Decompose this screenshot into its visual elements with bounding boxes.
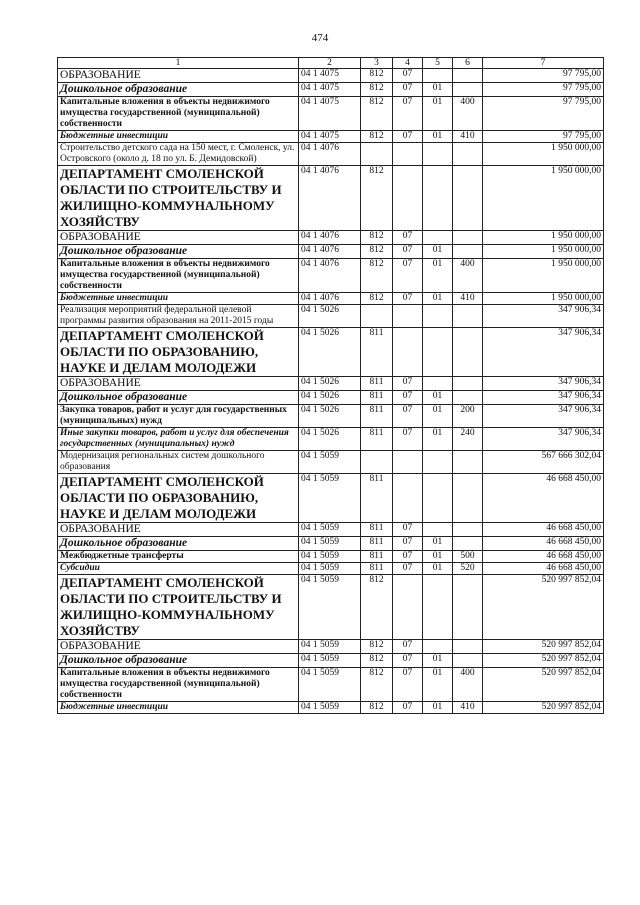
row-col-3 — [361, 305, 393, 328]
row-col-6 — [453, 83, 483, 97]
row-code: 04 1 5026 — [299, 305, 361, 328]
row-col-5: 01 — [423, 391, 453, 405]
row-col-5 — [423, 166, 453, 231]
row-col-5 — [423, 231, 453, 245]
row-col-6: 520 — [453, 563, 483, 575]
row-col-4: 07 — [393, 377, 423, 391]
row-code: 04 1 5059 — [299, 474, 361, 523]
row-name: ОБРАЗОВАНИЕ — [58, 640, 299, 654]
row-col-6 — [453, 391, 483, 405]
row-col-3: 812 — [361, 83, 393, 97]
row-amount: 1 950 000,00 — [483, 166, 604, 231]
row-amount: 97 795,00 — [483, 83, 604, 97]
row-col-6: 410 — [453, 131, 483, 143]
row-col-4: 07 — [393, 131, 423, 143]
row-amount: 520 997 852,04 — [483, 668, 604, 702]
row-col-5 — [423, 143, 453, 166]
row-col-5: 01 — [423, 428, 453, 451]
table-row — [58, 523, 604, 537]
row-col-4: 07 — [393, 654, 423, 668]
row-col-6 — [453, 640, 483, 654]
row-col-6: 410 — [453, 293, 483, 305]
row-code: 04 1 4076 — [299, 293, 361, 305]
row-col-5 — [423, 377, 453, 391]
row-amount: 97 795,00 — [483, 131, 604, 143]
row-col-4: 07 — [393, 702, 423, 714]
row-col-5 — [423, 474, 453, 523]
row-col-6: 200 — [453, 405, 483, 428]
row-col-6 — [453, 166, 483, 231]
row-col-4: 07 — [393, 83, 423, 97]
row-amount: 347 906,34 — [483, 328, 604, 377]
row-col-4: 07 — [393, 259, 423, 293]
table-row — [58, 405, 604, 428]
table-row — [58, 97, 604, 131]
row-col-3: 812 — [361, 131, 393, 143]
header-col-3: 3 — [361, 58, 393, 69]
row-col-6: 240 — [453, 428, 483, 451]
row-name: ДЕПАРТАМЕНТ СМОЛЕНСКОЙ ОБЛАСТИ ПО СТРОИТЕЛЬСТВУ И ЖИЛИЩНО-КОММУНАЛЬНОМУ ХОЗЯЙСТВУ — [58, 166, 299, 231]
row-col-6 — [453, 537, 483, 551]
table-row — [58, 451, 604, 474]
header-col-6: 6 — [453, 58, 483, 69]
row-amount: 520 997 852,04 — [483, 702, 604, 714]
budget-table — [57, 57, 604, 714]
row-name: ОБРАЗОВАНИЕ — [58, 69, 299, 83]
row-col-3: 811 — [361, 377, 393, 391]
header-col-2: 2 — [299, 58, 361, 69]
table-row — [58, 537, 604, 551]
row-col-5 — [423, 451, 453, 474]
table-row — [58, 83, 604, 97]
row-name: Иные закупки товаров, работ и услуг для обеспечения государственных (муниципальных) нужд — [58, 428, 299, 451]
row-col-5: 01 — [423, 702, 453, 714]
row-col-6: 400 — [453, 668, 483, 702]
row-col-3: 811 — [361, 328, 393, 377]
row-col-3: 812 — [361, 668, 393, 702]
row-col-6 — [453, 377, 483, 391]
row-col-4 — [393, 451, 423, 474]
table-body — [58, 69, 604, 714]
row-code: 04 1 5026 — [299, 428, 361, 451]
row-col-6 — [453, 523, 483, 537]
row-name: Дошкольное образование — [58, 654, 299, 668]
row-code: 04 1 4076 — [299, 259, 361, 293]
row-col-4 — [393, 474, 423, 523]
row-col-4 — [393, 143, 423, 166]
row-col-3: 812 — [361, 654, 393, 668]
row-col-5: 01 — [423, 551, 453, 563]
row-col-6 — [453, 245, 483, 259]
row-col-6 — [453, 305, 483, 328]
table-row — [58, 654, 604, 668]
row-col-5: 01 — [423, 83, 453, 97]
table-row — [58, 143, 604, 166]
header-row — [58, 58, 604, 69]
row-code: 04 1 5059 — [299, 702, 361, 714]
row-col-5: 01 — [423, 97, 453, 131]
row-code: 04 1 4075 — [299, 69, 361, 83]
row-amount: 1 950 000,00 — [483, 143, 604, 166]
table-row — [58, 640, 604, 654]
row-name: Дошкольное образование — [58, 537, 299, 551]
table-row — [58, 575, 604, 640]
row-amount: 347 906,34 — [483, 391, 604, 405]
row-amount: 347 906,34 — [483, 377, 604, 391]
row-code: 04 1 5026 — [299, 391, 361, 405]
row-col-4 — [393, 328, 423, 377]
row-amount: 1 950 000,00 — [483, 231, 604, 245]
row-code: 04 1 5059 — [299, 537, 361, 551]
row-col-4: 07 — [393, 563, 423, 575]
row-col-4: 07 — [393, 428, 423, 451]
row-col-3: 811 — [361, 523, 393, 537]
row-col-5: 01 — [423, 405, 453, 428]
row-col-3 — [361, 143, 393, 166]
row-col-5: 01 — [423, 654, 453, 668]
row-name: Капитальные вложения в объекты недвижимого имущества государственной (муниципальной) собственности — [58, 97, 299, 131]
row-col-3 — [361, 451, 393, 474]
row-col-6 — [453, 451, 483, 474]
row-code: 04 1 4076 — [299, 143, 361, 166]
row-amount: 97 795,00 — [483, 97, 604, 131]
row-col-4 — [393, 305, 423, 328]
row-name: Реализация мероприятий федеральной целевой программы развития образования на 2011-2015 годы — [58, 305, 299, 328]
table-row — [58, 293, 604, 305]
row-name: Бюджетные инвестиции — [58, 702, 299, 714]
row-col-3: 811 — [361, 391, 393, 405]
row-name: ДЕПАРТАМЕНТ СМОЛЕНСКОЙ ОБЛАСТИ ПО ОБРАЗОВАНИЮ, НАУКЕ И ДЕЛАМ МОЛОДЕЖИ — [58, 328, 299, 377]
row-amount: 520 997 852,04 — [483, 575, 604, 640]
row-code: 04 1 5026 — [299, 377, 361, 391]
row-amount: 520 997 852,04 — [483, 654, 604, 668]
row-col-5 — [423, 575, 453, 640]
row-name: ДЕПАРТАМЕНТ СМОЛЕНСКОЙ ОБЛАСТИ ПО ОБРАЗОВАНИЮ, НАУКЕ И ДЕЛАМ МОЛОДЕЖИ — [58, 474, 299, 523]
row-amount: 520 997 852,04 — [483, 640, 604, 654]
table-row — [58, 69, 604, 83]
row-col-3: 811 — [361, 405, 393, 428]
row-col-6: 400 — [453, 97, 483, 131]
table-row — [58, 328, 604, 377]
row-col-3: 812 — [361, 231, 393, 245]
row-col-6 — [453, 474, 483, 523]
row-amount: 1 950 000,00 — [483, 245, 604, 259]
row-col-5: 01 — [423, 668, 453, 702]
row-col-6: 410 — [453, 702, 483, 714]
row-col-3: 812 — [361, 69, 393, 83]
row-col-3: 811 — [361, 551, 393, 563]
table-row — [58, 702, 604, 714]
row-amount: 46 668 450,00 — [483, 474, 604, 523]
row-col-4: 07 — [393, 245, 423, 259]
row-code: 04 1 5059 — [299, 523, 361, 537]
row-name: Межбюджетные трансферты — [58, 551, 299, 563]
header-col-4: 4 — [393, 58, 423, 69]
row-name: ОБРАЗОВАНИЕ — [58, 231, 299, 245]
row-col-5: 01 — [423, 259, 453, 293]
row-amount: 46 668 450,00 — [483, 563, 604, 575]
row-col-4: 07 — [393, 69, 423, 83]
row-code: 04 1 5059 — [299, 640, 361, 654]
row-amount: 46 668 450,00 — [483, 523, 604, 537]
row-col-5: 01 — [423, 131, 453, 143]
row-code: 04 1 4075 — [299, 131, 361, 143]
row-col-6: 400 — [453, 259, 483, 293]
table-row — [58, 563, 604, 575]
row-col-4: 07 — [393, 97, 423, 131]
row-name: ДЕПАРТАМЕНТ СМОЛЕНСКОЙ ОБЛАСТИ ПО СТРОИТЕЛЬСТВУ И ЖИЛИЩНО-КОММУНАЛЬНОМУ ХОЗЯЙСТВУ — [58, 575, 299, 640]
row-name: Модернизация региональных систем дошкольного образования — [58, 451, 299, 474]
table-row — [58, 305, 604, 328]
row-col-3: 812 — [361, 245, 393, 259]
table-row — [58, 377, 604, 391]
row-col-5 — [423, 69, 453, 83]
row-col-5 — [423, 523, 453, 537]
table-row — [58, 259, 604, 293]
row-code: 04 1 4076 — [299, 231, 361, 245]
row-col-5 — [423, 640, 453, 654]
table-row — [58, 668, 604, 702]
row-name: Дошкольное образование — [58, 391, 299, 405]
row-col-3: 811 — [361, 428, 393, 451]
row-col-4: 07 — [393, 231, 423, 245]
row-col-6 — [453, 654, 483, 668]
header-col-1: 1 — [58, 58, 299, 69]
header-col-7: 7 — [483, 58, 604, 69]
row-col-6 — [453, 143, 483, 166]
row-col-3: 812 — [361, 166, 393, 231]
row-col-4: 07 — [393, 551, 423, 563]
row-col-4: 07 — [393, 640, 423, 654]
row-amount: 347 906,34 — [483, 428, 604, 451]
table-row — [58, 474, 604, 523]
row-col-6 — [453, 69, 483, 83]
row-col-3: 812 — [361, 702, 393, 714]
row-amount: 347 906,34 — [483, 305, 604, 328]
row-col-3: 811 — [361, 474, 393, 523]
row-col-4: 07 — [393, 537, 423, 551]
row-col-3: 812 — [361, 575, 393, 640]
table-row — [58, 231, 604, 245]
row-col-3: 811 — [361, 563, 393, 575]
row-col-4: 07 — [393, 523, 423, 537]
row-code: 04 1 5059 — [299, 551, 361, 563]
row-code: 04 1 5059 — [299, 654, 361, 668]
row-name: ОБРАЗОВАНИЕ — [58, 377, 299, 391]
row-amount: 347 906,34 — [483, 405, 604, 428]
row-amount: 97 795,00 — [483, 69, 604, 83]
row-amount: 46 668 450,00 — [483, 537, 604, 551]
row-code: 04 1 5059 — [299, 575, 361, 640]
row-col-5 — [423, 328, 453, 377]
row-name: Закупка товаров, работ и услуг для государственных (муниципальных) нужд — [58, 405, 299, 428]
row-name: Бюджетные инвестиции — [58, 293, 299, 305]
row-col-5: 01 — [423, 563, 453, 575]
row-code: 04 1 5059 — [299, 451, 361, 474]
row-code: 04 1 5059 — [299, 563, 361, 575]
page-number: 474 — [311, 32, 329, 44]
row-name: Капитальные вложения в объекты недвижимого имущества государственной (муниципальной) собственности — [58, 668, 299, 702]
row-name: Строительство детского сада на 150 мест, г. Смоленск, ул. Островского (около д. 18 по ул. Б. Демидовской) — [58, 143, 299, 166]
row-name: ОБРАЗОВАНИЕ — [58, 523, 299, 537]
row-code: 04 1 5026 — [299, 405, 361, 428]
row-col-4: 07 — [393, 391, 423, 405]
row-amount: 567 666 302,04 — [483, 451, 604, 474]
row-code: 04 1 4075 — [299, 83, 361, 97]
row-col-4 — [393, 575, 423, 640]
row-amount: 46 668 450,00 — [483, 551, 604, 563]
row-amount: 1 950 000,00 — [483, 293, 604, 305]
row-code: 04 1 4075 — [299, 97, 361, 131]
row-col-5: 01 — [423, 537, 453, 551]
row-col-3: 812 — [361, 293, 393, 305]
row-code: 04 1 5059 — [299, 668, 361, 702]
row-col-3: 812 — [361, 640, 393, 654]
table-row — [58, 391, 604, 405]
row-name: Дошкольное образование — [58, 83, 299, 97]
table-row — [58, 166, 604, 231]
row-col-5: 01 — [423, 293, 453, 305]
row-code: 04 1 4076 — [299, 166, 361, 231]
table-row — [58, 245, 604, 259]
row-col-3: 811 — [361, 537, 393, 551]
header-col-5: 5 — [423, 58, 453, 69]
row-col-5: 01 — [423, 245, 453, 259]
row-col-5 — [423, 305, 453, 328]
row-name: Дошкольное образование — [58, 245, 299, 259]
row-col-4: 07 — [393, 293, 423, 305]
row-col-6 — [453, 328, 483, 377]
row-col-6 — [453, 575, 483, 640]
row-name: Субсидии — [58, 563, 299, 575]
row-name: Бюджетные инвестиции — [58, 131, 299, 143]
row-code: 04 1 4076 — [299, 245, 361, 259]
table-row — [58, 428, 604, 451]
table-row — [58, 131, 604, 143]
row-col-4 — [393, 166, 423, 231]
row-amount: 1 950 000,00 — [483, 259, 604, 293]
row-code: 04 1 5026 — [299, 328, 361, 377]
row-col-6: 500 — [453, 551, 483, 563]
table-row — [58, 551, 604, 563]
row-col-3: 812 — [361, 97, 393, 131]
row-col-6 — [453, 231, 483, 245]
row-col-4: 07 — [393, 405, 423, 428]
row-col-3: 812 — [361, 259, 393, 293]
row-col-4: 07 — [393, 668, 423, 702]
row-name: Капитальные вложения в объекты недвижимого имущества государственной (муниципальной) собственности — [58, 259, 299, 293]
